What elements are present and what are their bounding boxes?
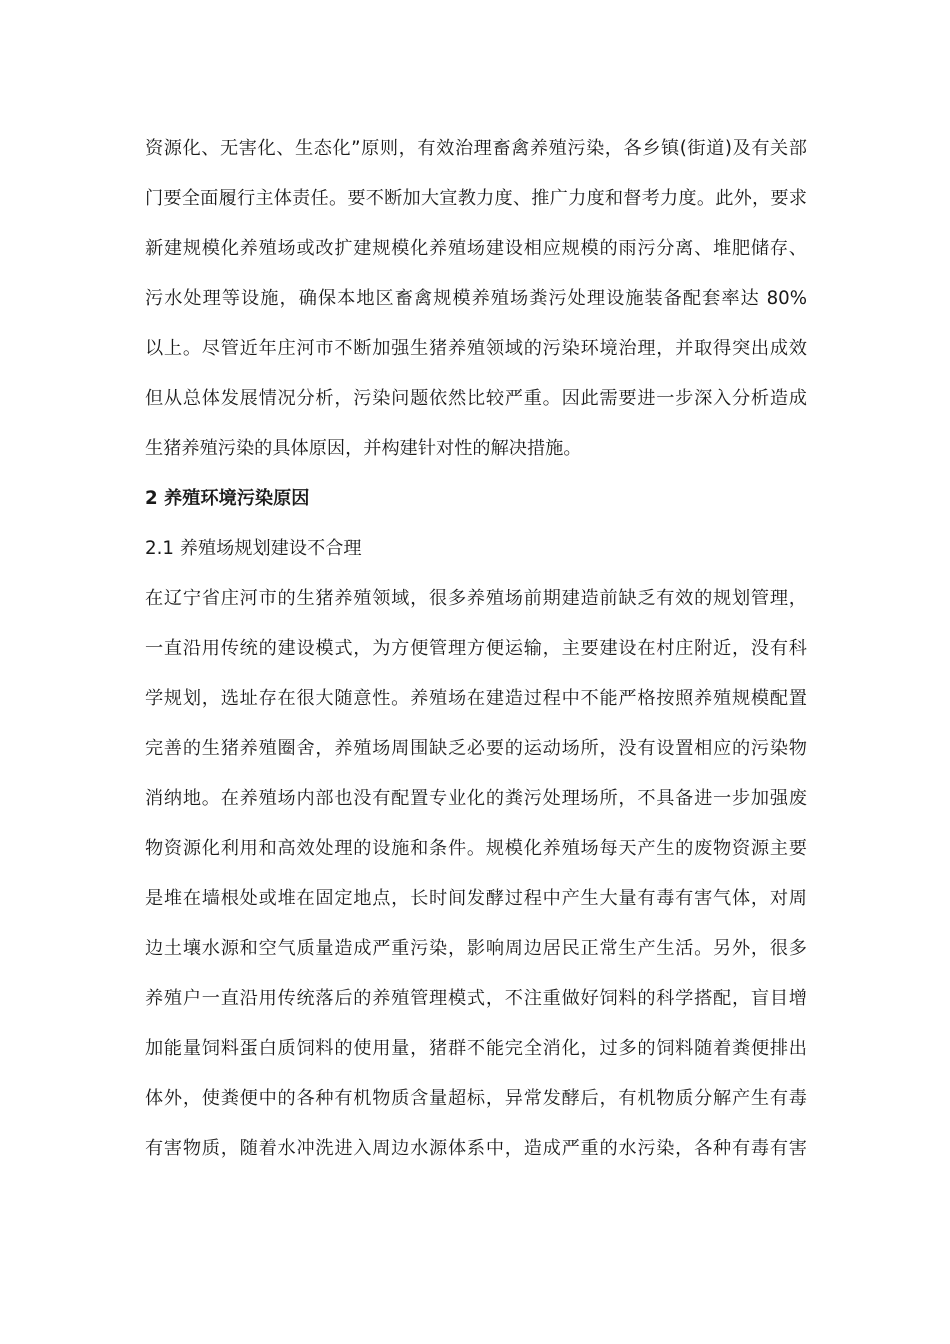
section-heading: 2 养殖环境污染原因 (145, 488, 310, 509)
paragraph-line: 加能量饲料蛋白质饲料的使用量，猪群不能完全消化，过多的饲料随着粪便排出 (145, 1038, 807, 1059)
paragraph-line: 资源化、无害化、生态化”原则，有效治理畜禽养殖污染，各乡镇(街道)及有关部 (145, 138, 807, 159)
paragraph-line: 消纳地。在养殖场内部也没有配置专业化的粪污处理场所，不具备进一步加强废 (145, 788, 807, 809)
paragraph-line: 学规划，选址存在很大随意性。养殖场在建造过程中不能严格按照养殖规模配置 (145, 688, 807, 709)
paragraph-line: 是堆在墙根处或堆在固定地点，长时间发酵过程中产生大量有毒有害气体，对周 (145, 888, 807, 909)
paragraph-line: 物资源化利用和高效处理的设施和条件。规模化养殖场每天产生的废物资源主要 (145, 838, 807, 859)
paragraph-line: 在辽宁省庄河市的生猪养殖领域，很多养殖场前期建造前缺乏有效的规划管理， (145, 588, 807, 609)
paragraph-line: 一直沿用传统的建设模式，为方便管理方便运输，主要建设在村庄附近，没有科 (145, 638, 807, 659)
paragraph-line: 门要全面履行主体责任。要不断加大宣教力度、推广力度和督考力度。此外，要求 (145, 188, 807, 209)
paragraph-line: 生猪养殖污染的具体原因，并构建针对性的解决措施。 (145, 438, 582, 459)
paragraph-line: 有害物质，随着水冲洗进入周边水源体系中，造成严重的水污染，各种有毒有害 (145, 1138, 807, 1159)
paragraph-line: 但从总体发展情况分析，污染问题依然比较严重。因此需要进一步深入分析造成 (145, 388, 807, 409)
paragraph-line: 边土壤水源和空气质量造成严重污染，影响周边居民正常生产生活。另外，很多 (145, 938, 807, 959)
paragraph-line: 完善的生猪养殖圈舍，养殖场周围缺乏必要的运动场所，没有设置相应的污染物 (145, 738, 807, 759)
paragraph-line: 以上。尽管近年庄河市不断加强生猪养殖领域的污染环境治理，并取得突出成效 (145, 338, 807, 359)
paragraph-line: 体外，使粪便中的各种有机物质含量超标，异常发酵后，有机物质分解产生有毒 (145, 1088, 807, 1109)
subsection-heading: 2.1 养殖场规划建设不合理 (145, 538, 362, 559)
paragraph-line: 污水处理等设施，确保本地区畜禽规模养殖场粪污处理设施装备配套率达 80% (145, 288, 807, 309)
paragraph-line: 养殖户一直沿用传统落后的养殖管理模式，不注重做好饲料的科学搭配，盲目增 (145, 988, 807, 1009)
paragraph-line: 新建规模化养殖场或改扩建规模化养殖场建设相应规模的雨污分离、堆肥储存、 (145, 238, 807, 259)
